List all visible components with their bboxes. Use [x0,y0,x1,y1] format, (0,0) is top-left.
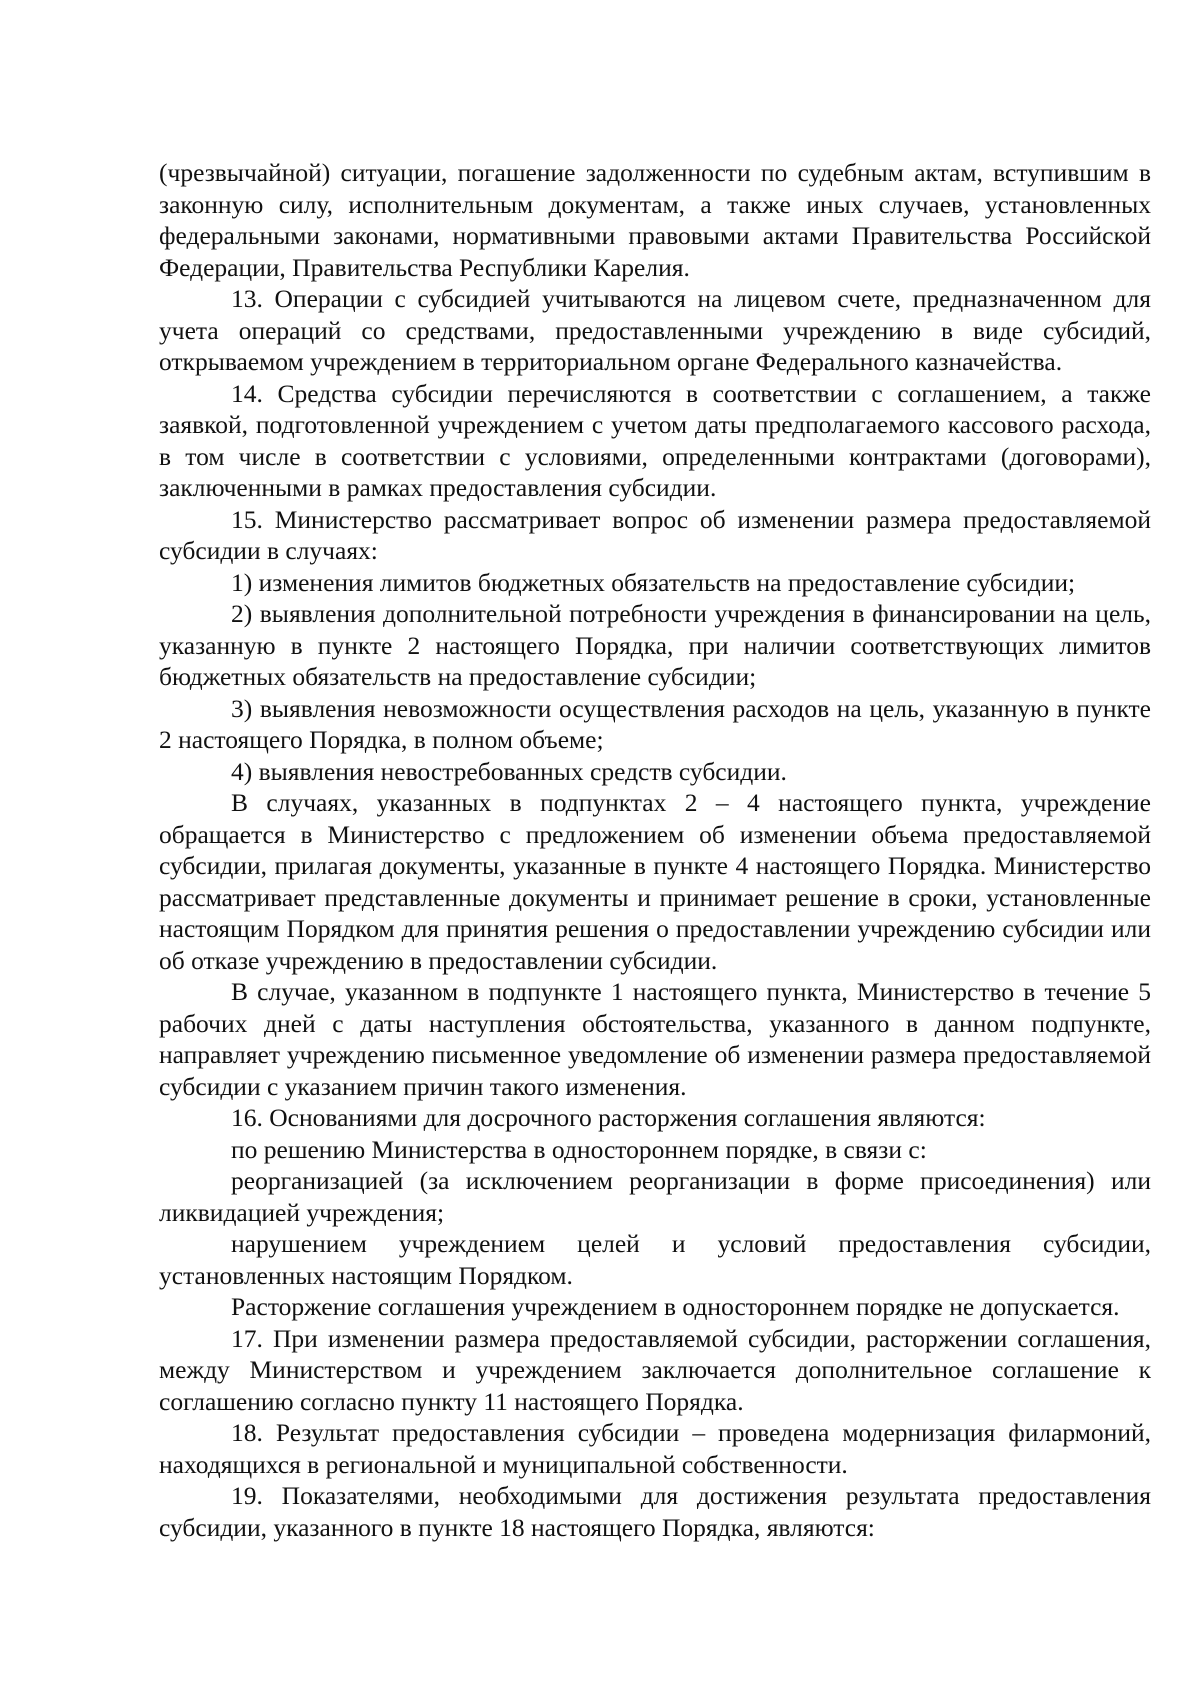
paragraph-item-15: 15. Министерство рассматривает вопрос об изменении размера предоставляемой субсидии в случаях: [159,504,1151,565]
paragraph-termination: Расторжение соглашения учреждением в одностороннем порядке не допускается. [231,1292,1120,1321]
paragraph-ministry-decision: по решению Министерства в одностороннем порядке, в связи с: [231,1134,927,1164]
paragraph-item-13: 13. Операции с субсидией учитываются на лицевом счете, предназначенном для учета операций со средствами, предоставленными учреждению в виде субсидий, открываемом учреждением в территориальном органе Федерального казначейства. [159,284,1151,376]
paragraph-subitem-2: 2) выявления дополнительной потребности учреждения в финансировании на цель, указанную в пункте 2 настоящего Порядка, при наличии соответствующих лимитов бюджетных обязательств на предоставление субсидии; [159,599,1151,691]
paragraph-subitem-4: 4) выявления невостребованных средств субсидии. [231,756,787,786]
paragraph-item-16: 16. Основаниями для досрочного расторжения соглашения являются: [231,1103,986,1132]
paragraph-item-19: 19. Показателями, необходимыми для достижения результата предоставления субсидии, указанного в пункте 18 настоящего Порядка, являются: [159,1481,1151,1542]
paragraph-cases-2-4: В случаях, указанных в подпунктах 2 – 4 настоящего пункта, учреждение обращается в Министерство с предложением об изменении объема предоставляемой субсидии, прилагая документы, указанные в пункте 4 настоящего Порядка. Министерство рассматривает представленные документы и принимает решение в сроки, установленные настоящим Порядком для принятия решения о предоставлении учреждению субсидии или об отказе учреждению в предоставлении субсидии. [159,788,1151,975]
paragraph-subitem-3: 3) выявления невозможности осуществления расходов на цель, указанную в пункте 2 настоящего Порядка, в полном объеме; [159,693,1151,754]
paragraph-item-14: 14. Средства субсидии перечисляются в соответствии с соглашением, а также заявкой, подготовленной учреждением с учетом даты предполагаемого кассового расхода, в том числе в соответствии с условиями, определенными контрактами (договорами), заключенными в рамках предоставления субсидии. [159,378,1151,502]
paragraph-violation: нарушением учреждением целей и условий предоставления субсидии, установленных настоящим Порядком. [159,1229,1151,1290]
paragraph-reorganization: реорганизацией (за исключением реорганизации в форме присоединения) или ликвидацией учреждения; [159,1166,1151,1227]
paragraph-item-18: 18. Результат предоставления субсидии – проведена модернизация филармоний, находящихся в региональной и муниципальной собственности. [159,1418,1151,1479]
paragraph-continuation: (чрезвычайной) ситуации, погашение задолженности по судебным актам, вступившим в законную силу, исполнительным документам, а также иных случаев, установленных федеральными законами, нормативными правовыми актами Правительства Российской Федерации, Правительства Республики Карелия. [159,158,1151,282]
paragraph-subitem-1: 1) изменения лимитов бюджетных обязательств на предоставление субсидии; [231,567,1076,597]
document-body [159,157,1151,1543]
paragraph-item-17: 17. При изменении размера предоставляемой субсидии, расторжении соглашения, между Министерством и учреждением заключается дополнительное соглашение к соглашению согласно пункту 11 настоящего Порядка. [159,1323,1151,1416]
paragraph-case-1: В случае, указанном в подпункте 1 настоящего пункта, Министерство в течение 5 рабочих дней с даты наступления обстоятельства, указанного в данном подпункте, направляет учреждению письменное уведомление об изменении размера предоставляемой субсидии с указанием причин такого изменения. [159,977,1151,1101]
